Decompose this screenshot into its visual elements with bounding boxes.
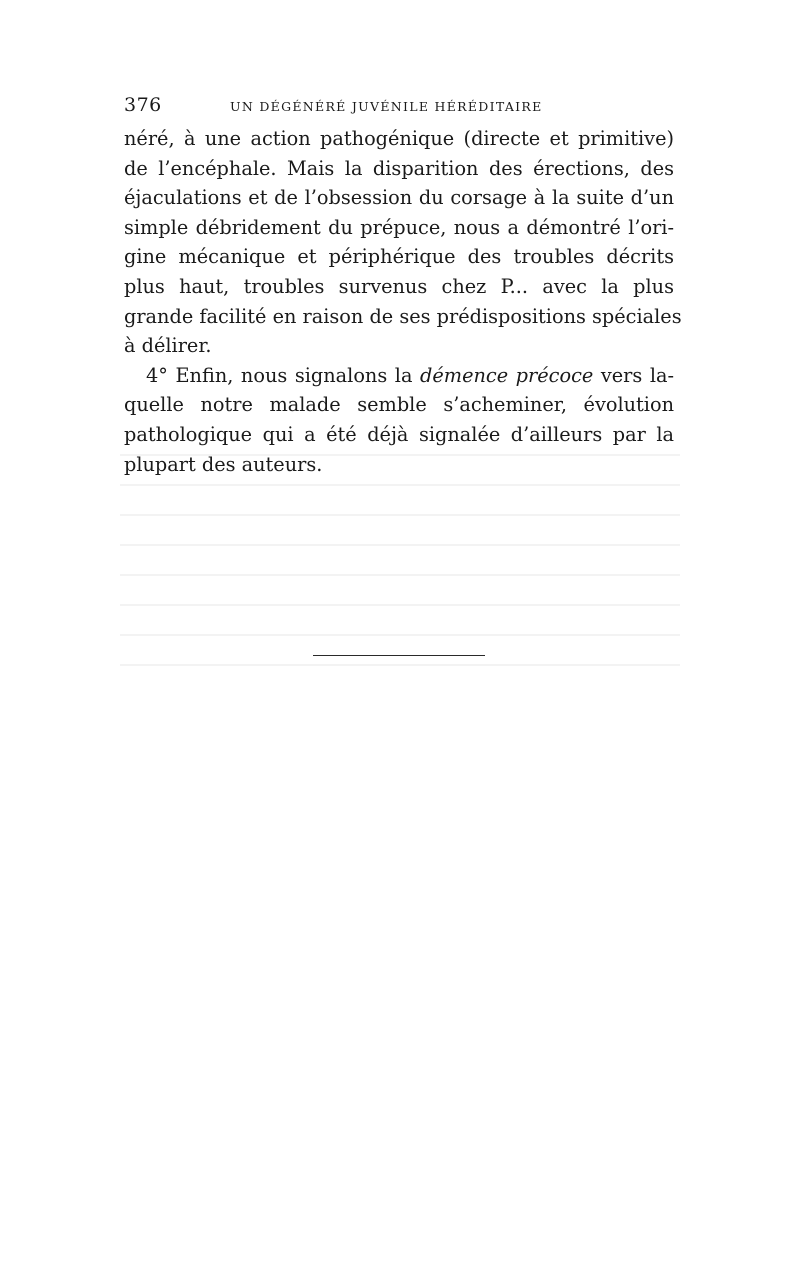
text-fragment: vers la- bbox=[593, 363, 675, 387]
text-line: simple débridement du prépuce, nous a démontré l’ori- bbox=[124, 215, 674, 239]
emphasis-text: démence précoce bbox=[420, 363, 594, 387]
text-line: éjaculations et de l’obsession du corsage à la suite d’un bbox=[124, 186, 674, 210]
text-line: à délirer. bbox=[124, 334, 212, 358]
text-line: plus haut, troubles survenus chez P... avec la plus bbox=[124, 274, 674, 298]
text-line: plupart des auteurs. bbox=[124, 452, 323, 476]
text-line: pathologique qui a été déjà signalée d’ailleurs par la bbox=[124, 422, 674, 446]
section-end-rule bbox=[313, 655, 485, 656]
text-line: quelle notre malade semble s’acheminer, évolution bbox=[124, 393, 674, 417]
text-fragment: 4° Enfin, nous signalons la bbox=[146, 363, 421, 387]
body-text bbox=[124, 124, 682, 479]
page-number: 376 bbox=[124, 94, 162, 116]
text-line: néré, à une action pathogénique (directe et primitive) bbox=[124, 127, 674, 150]
running-head bbox=[124, 94, 674, 118]
text-line: gine mécanique et périphérique des troubles décrits bbox=[124, 245, 674, 269]
text-line: de l’encéphale. Mais la disparition des érections, des bbox=[124, 156, 674, 180]
paragraph-line-with-emphasis bbox=[124, 361, 674, 391]
text-line: grande facilité en raison de ses prédispositions spéciales bbox=[124, 304, 682, 328]
running-title: UN DÉGÉNÉRÉ JUVÉNILE HÉRÉDITAIRE bbox=[230, 99, 543, 114]
